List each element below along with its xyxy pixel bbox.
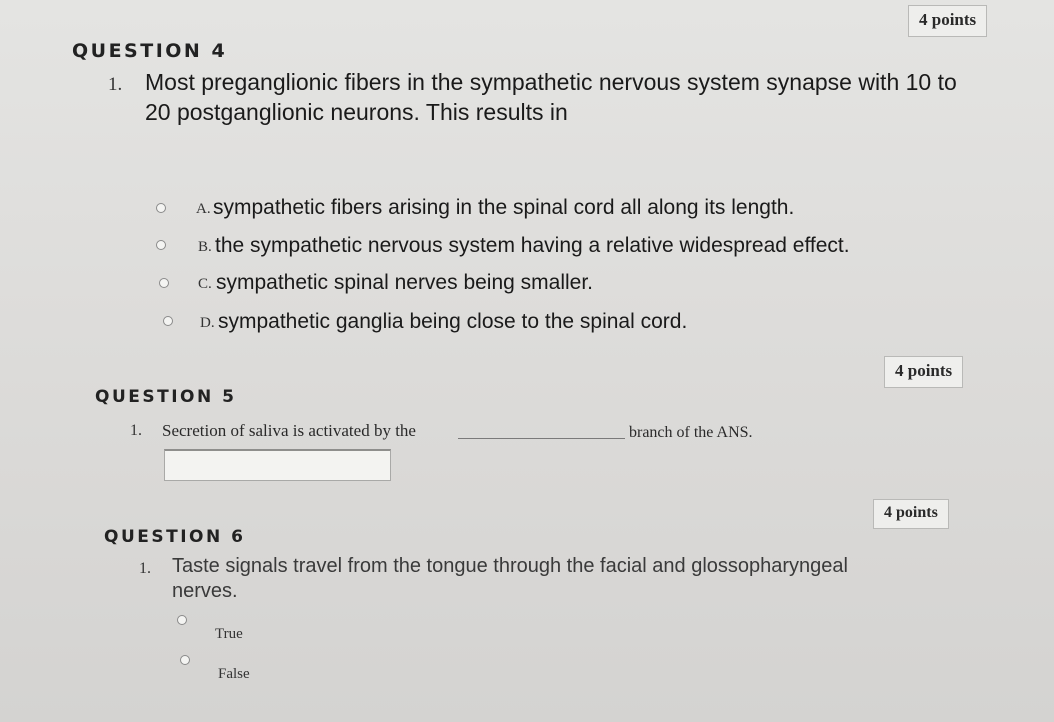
q4-heading: QUESTION 4 bbox=[72, 40, 228, 62]
q4-option-a-text: sympathetic fibers arising in the spinal cord all along its length. bbox=[213, 196, 795, 219]
q6-option-false-label: False bbox=[218, 666, 250, 682]
q4-option-c-letter: C. bbox=[198, 276, 212, 292]
q6-option-true-label: True bbox=[215, 626, 243, 642]
q4-option-d-radio[interactable] bbox=[163, 316, 173, 326]
q6-option-false-radio[interactable] bbox=[180, 655, 190, 665]
q4-option-d-text: sympathetic ganglia being close to the spinal cord. bbox=[218, 310, 688, 333]
q6-points-badge: 4 points bbox=[873, 499, 949, 529]
q5-item-number: 1. bbox=[130, 422, 142, 439]
q4-option-a-radio[interactable] bbox=[156, 203, 166, 213]
q5-answer-input[interactable] bbox=[164, 449, 391, 481]
q4-option-c-radio[interactable] bbox=[159, 278, 169, 288]
q4-option-b-text: the sympathetic nervous system having a relative widespread effect. bbox=[215, 234, 850, 257]
q4-option-a-letter: A. bbox=[196, 201, 211, 217]
q4-question-line2: 20 postganglionic neurons. This results in bbox=[145, 99, 568, 125]
q5-blank-line bbox=[458, 438, 625, 439]
q6-option-true-radio[interactable] bbox=[177, 615, 187, 625]
q6-question-line2: nerves. bbox=[172, 580, 238, 602]
q4-points-badge: 4 points bbox=[908, 5, 987, 37]
q6-item-number: 1. bbox=[139, 560, 151, 577]
q4-question-line1: Most preganglionic fibers in the sympathetic nervous system synapse with 10 to bbox=[145, 69, 957, 95]
q4-option-d-letter: D. bbox=[200, 315, 215, 331]
q6-question-line1: Taste signals travel from the tongue through the facial and glossopharyngeal bbox=[172, 555, 848, 577]
q4-option-b-letter: B. bbox=[198, 239, 212, 255]
q4-option-b-radio[interactable] bbox=[156, 240, 166, 250]
q6-heading: QUESTION 6 bbox=[104, 527, 246, 547]
q5-question-text-before: Secretion of saliva is activated by the bbox=[162, 421, 416, 440]
q4-item-number: 1. bbox=[108, 74, 123, 95]
q4-option-c-text: sympathetic spinal nerves being smaller. bbox=[216, 271, 594, 294]
q5-heading: QUESTION 5 bbox=[95, 387, 237, 407]
q5-points-badge: 4 points bbox=[884, 356, 963, 388]
q5-question-text-after: branch of the ANS. bbox=[629, 424, 753, 441]
